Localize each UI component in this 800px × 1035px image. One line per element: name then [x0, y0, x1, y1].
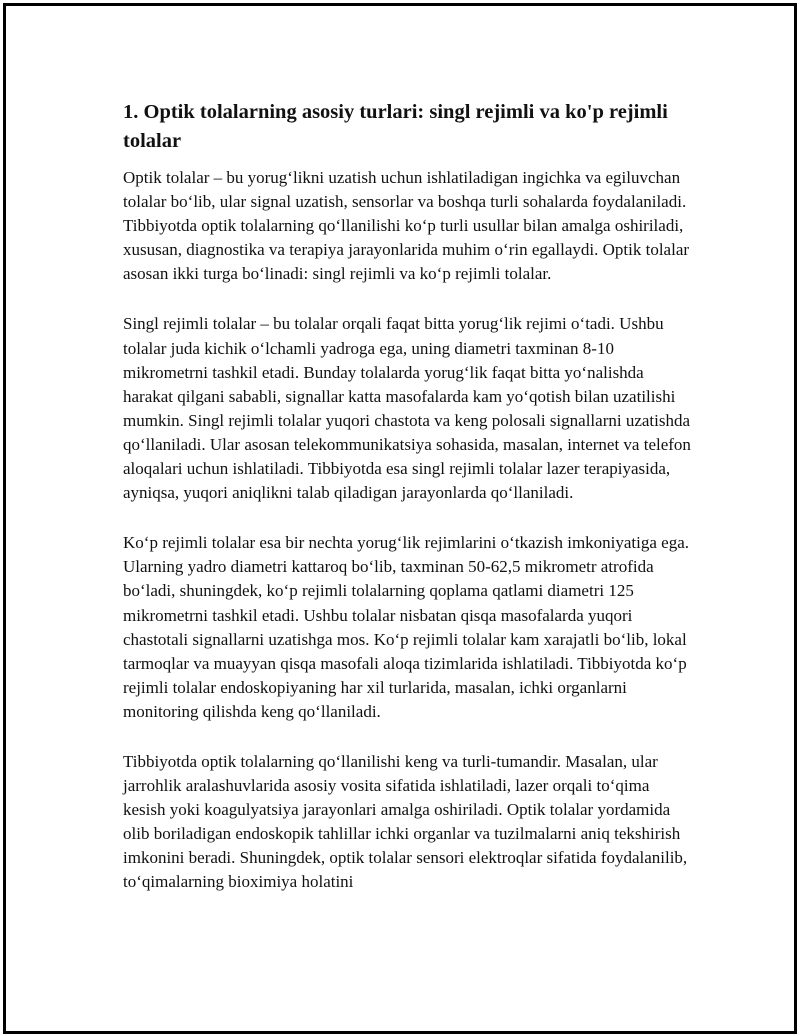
- paragraph-single-mode: Singl rejimli tolalar – bu tolalar orqali faqat bitta yorug‘lik rejimi o‘tadi. Ushbu tolalar juda kichik o‘lchamli yadroga ega, uning diametri taxminan 8-10 mikrometrni tashkil etadi. Bunday tolalarda yorug‘lik faqat bitta yo‘nalishda harakat qilgani sababli, signallar katta masofalarda kam yo‘qotish bilan uzatilishi mumkin. Singl rejimli tolalar yuqori chastota va keng polosali signallarni uzatishda qo‘llaniladi. Ular asosan telekommunikatsiya sohasida, masalan, internet va telefon aloqalari uchun ishlatiladi. Tibbiyotda esa singl rejimli tolalar lazer terapiyasida, ayniqsa, yuqori aniqlikni talab qiladigan jarayonlarda qo‘llaniladi.: [123, 314, 691, 503]
- document-body: [123, 98, 693, 921]
- paragraph-medical-use: Tibbiyotda optik tolalarning qo‘llanilishi keng va turli-tumandir. Masalan, ular jarrohlik aralashuvlarida asosiy vosita sifatida ishlatiladi, lazer orqali to‘qima kesish yoki koagulyatsiya jarayonlari amalga oshiriladi. Optik tolalar yordamida olib boriladigan endoskopik tahlillar ichki organlar va tuzilmalarni aniq tekshirish imkonini beradi. Shuningdek, optik tolalar sensori elektroqlar sifatida foydalanilib, to‘qimalarning bioximiya holatini: [123, 751, 688, 892]
- paragraph-multi-mode: Ko‘p rejimli tolalar esa bir nechta yorug‘lik rejimlarini o‘tkazish imkoniyatiga ega. Ularning yadro diametri kattaroq bo‘lib, taxminan 50-62,5 mikrometr atrofida bo‘ladi, shuningdek, ko‘p rejimli tolalarning qoplama qatlami diametri 125 mikrometrni tashkil etadi. Ushbu tolalar nisbatan qisqa masofalarda yuqori chastotali signallarni uzatishga mos. Ko‘p rejimli tolalar kam xarajatli bo‘lib, lokal tarmoqlar va muayyan qisqa masofali aloqa tizimlarida ishlatiladi. Tibbiyotda ko‘p rejimli tolalar endoskopiyaning har xil turlarida, masalan, ichki organlarni monitoring qilishda keng qo‘llaniladi.: [123, 533, 690, 721]
- section-heading: 1. Optik tolalarning asosiy turlari: singl rejimli va ko'p rejimli tolalar: [123, 101, 668, 152]
- paragraph-intro: Optik tolalar – bu yorug‘likni uzatish uchun ishlatiladigan ingichka va egiluvchan tolalar bo‘lib, ular signal uzatish, sensorlar va boshqa turli sohalarda foydalaniladi. Tibbiyotda optik tolalarning qo‘llanilishi ko‘p turli usullar bilan amalga oshiriladi, xususan, diagnostika va terapiya jarayonlarida muhim o‘rin egallaydi. Optik tolalar asosan ikki turga bo‘linadi: singl rejimli va ko‘p rejimli tolalar.: [123, 168, 690, 284]
- page-frame: [3, 3, 797, 1034]
